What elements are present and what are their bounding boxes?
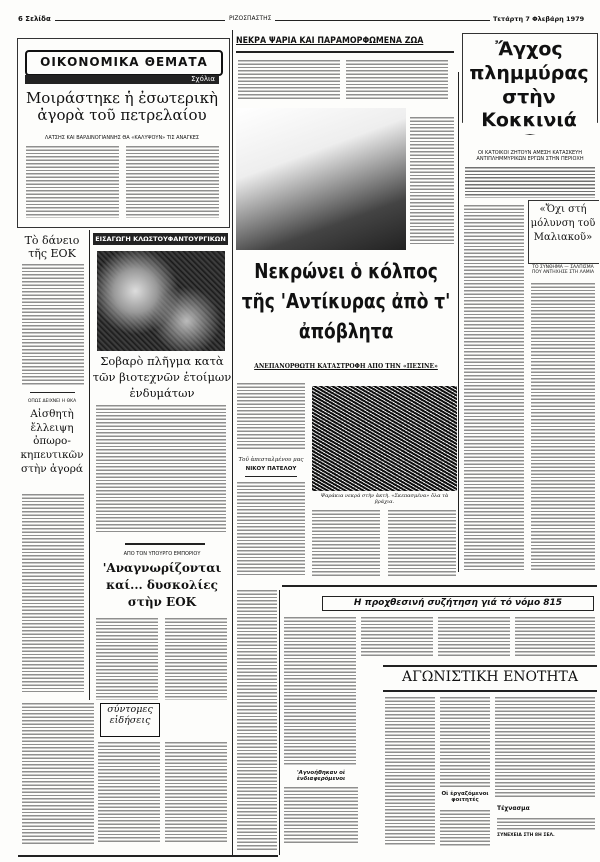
divider [125,543,205,545]
unity-subhead: Οἱ ἐργαζόμενοι φοιτητές [441,791,489,803]
article-body-text [96,405,226,533]
article-body-text [284,787,358,845]
section-subtitle: Σχόλια [25,75,219,84]
column-rule [279,590,280,855]
headline-rule [383,665,597,667]
article-body-text [238,60,340,100]
article-body-text [165,618,227,700]
article-body-text [284,617,356,765]
issue-date: Τετάρτη 7 Φλεβάρη 1979 [490,15,584,23]
column-rule [232,30,233,855]
article-body-text [495,697,595,797]
textiles-banner: ΕΙΣΑΓΩΓΗ ΚΛΩΣΤΟΥΦΑΝΤΟΥΡΓΙΚΩΝ [93,233,228,245]
textiles-headline: Σοβαρὸ πλῆγμα κατὰ τῶν βιοτεχνῶν ἑτοίμων ἐνδυμάτων [92,354,232,401]
article-body-text [22,494,84,692]
economy-headline: Μοιράστηκε ἡ ἐσωτερικὴ ἀγορὰ τοῦ πετρελαίου [25,89,219,125]
byline-name: ΝΙΚΟΥ ΠΑΤΕΛΟΥ [245,466,297,472]
fish-photo-caption: Ψαράκια νεκρά στὴν ἀκτὴ. «Σκεπασμένα» ὅλα τὰ βράχια. [320,493,449,505]
headline-rule [383,690,597,692]
antikyra-headline: Νεκρώνει ὁ κόλπος τῆς 'Αντίκυρας ἀπὸ τ' ἀπόβλητα [241,259,451,343]
article-body-text [464,205,524,570]
factory-photo [97,251,225,351]
unity-headline: ΑΓΩΝΙΣΤΙΚΗ ΕΝΟΤΗΤΑ [401,669,579,685]
bottom-rule [18,855,278,857]
column-rule [458,72,459,572]
article-body-text [497,818,595,830]
section-title: ΟΙΚΟΝΟΜΙΚΑ ΘΕΜΑΤΑ [25,50,223,76]
produce-kicker: ΟΠΩΣ ΔΕΙΧΝΕΙ Η ΘΚΑ [27,399,77,404]
maliakos-subhead: ΤΟ ΣΥΝΘΗΜΑ — ΣΑΛΠΙΣΜΑ ΠΟΥ ΑΝΤΗΧΗΣΕ ΣΤΗ ΛΑΜΙΑ [531,265,595,275]
article-body-text [237,590,277,850]
divider [245,476,297,477]
economy-subhead: ΛΑΤΣΗΣ ΚΑΙ ΒΑΡΔΙΝΟΓΙΑΝΝΗΣ ΘΑ «ΚΑΛΥΨΟΥΝ» ΤΙΣ ΑΝΑΓΚΕΣ [44,135,200,141]
banner-rule [236,51,454,53]
law815-banner: Η προχθεσινή συζήτηση γιά τό νόμο 815 [322,596,594,611]
byline-label: Τοῦ ἀπεσταλμένου μας [238,457,304,463]
kokkinia-subhead: ΟΙ ΚΑΤΟΙΚΟΙ ΖΗΤΟΥΝ ΑΜΕΣΗ ΚΑΤΑΣΚΕΥΗ ΑΝΤΙΠΛΗΜΜΥΡΙΚΩΝ ΕΡΓΩΝ ΣΤΗΝ ΠΕΡΙΟΧΗ [476,150,584,162]
article-body-text [98,742,160,842]
article-body-text [312,510,380,576]
article-body-text [96,618,158,700]
article-body-text [22,703,94,845]
eec-kicker: ΑΠΟ ΤΟΝ ΥΠΟΥΡΓΟ ΕΜΠΟΡΙΟΥ [123,551,201,557]
column-rule [89,230,90,700]
antikyra-subhead: ΑΝΕΠΑΝΟΡΘΩΤΗ ΚΑΤΑΣΤΡΟΦΗ ΑΠΟ ΤΗΝ «ΠΕΣΙΝΕ» [254,363,438,370]
article-body-text [346,60,448,100]
article-body-text [385,697,435,845]
article-body-text [438,617,510,657]
article-body-text [440,697,490,787]
kokkinia-headline: Ἄγχος πλημμύρας στὴν Κοκκινιά [469,38,589,132]
page-number: 6 Σελίδα [18,15,51,23]
article-body-text [515,617,595,657]
continued-note: ΣΥΝΕΧΕΙΑ ΣΤΗ 8Η ΣΕΛ. [497,833,555,838]
article-body-text [361,617,433,657]
unity-subhead: Τέχνασμα [497,805,530,812]
eec-headline: 'Αναγνωρίζονται καί... δυσκολίες στὴν ΕΟΚ [102,561,222,609]
article-body-text [237,482,305,577]
divider [30,392,75,393]
article-intro-text [465,167,595,198]
photo-caption-text [410,117,454,245]
briefs-label: σύντομες εἰδήσεις [100,703,160,737]
article-body-text [440,810,490,846]
maliakos-headline: «Ὄχι στή μόλυνση τοῦ Μαλιακοῦ» [530,204,596,243]
unity-subhead: 'Αγνοήθηκαν οἱ ἐνδιαφερόμενοι [296,770,346,782]
section-rule [282,585,597,587]
article-body-text [388,510,456,576]
antikyra-banner: ΝΕΚΡΑ ΨΑΡΙΑ ΚΑΙ ΠΑΡΑΜΟΡΦΩΜΕΝΑ ΖΩΑ [236,36,424,46]
article-body-text [237,383,305,451]
article-body-text [531,283,595,571]
article-body-text [22,264,84,386]
landscape-photo [236,108,406,250]
produce-headline: Αἰσθητὴ ἔλλειψη ὀπωρο-κηπευτικῶν στὴν ἀγορά [20,408,84,475]
dead-fish-photo [312,386,457,491]
paper-name: ΡΙΖΟΣΠΑΣΤΗΣ [225,15,275,22]
loan-headline: Τὸ δάνειο τῆς ΕΟΚ [24,234,80,260]
article-body-text [165,742,227,842]
article-body-text [126,146,219,218]
article-body-text [26,146,119,218]
